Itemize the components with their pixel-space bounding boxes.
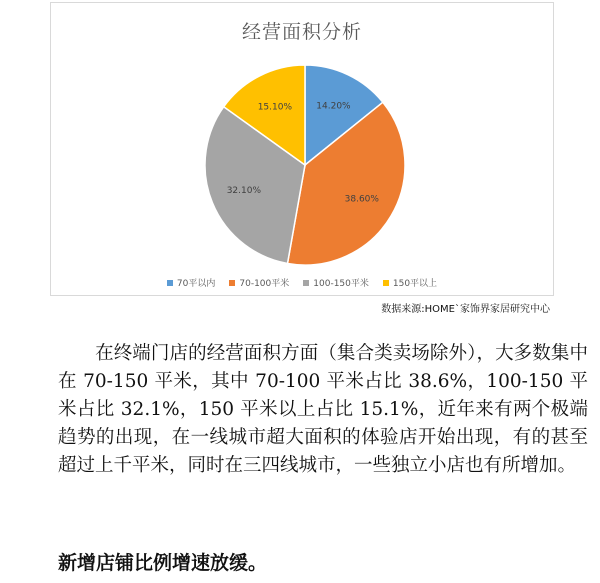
body-paragraph — [58, 340, 588, 480]
legend-swatch — [383, 280, 389, 286]
chart-title: 经营面积分析 — [241, 21, 362, 43]
pie-data-label-70-100: 38.60% — [344, 194, 379, 205]
legend-item-under-70 — [167, 276, 215, 289]
legend-label: 70平以内 — [176, 279, 216, 289]
pie-data-label-100-150: 32.10% — [226, 185, 262, 196]
chart-legend — [51, 276, 553, 289]
pie-data-label-over-150: 15.10% — [257, 102, 293, 113]
legend-label: 150平以上 — [392, 279, 438, 289]
pie-data-label-under-70: 14.20% — [316, 101, 351, 112]
legend-swatch — [303, 280, 309, 286]
legend-swatch — [229, 280, 235, 286]
legend-swatch — [167, 280, 173, 286]
legend-item-over-150 — [383, 276, 437, 289]
paragraph-text: 在终端门店的经营面积方面（集合类卖场除外），大多数集中在 70-150 平米，其中 70-100 平米占比 38.6%，100-150 平米占比 32.1%，150 平米以上占比 15.1%，近年来有两个极端趋势的出现，在一线城市超大面积的体验店开始出现，有的甚至超过上千平米，同时在三四线城市，一些独立小店也有所增加。 — [58, 343, 588, 476]
pie-chart — [51, 3, 555, 297]
legend-item-70-100 — [229, 276, 289, 289]
data-source-note: 数据来源:HOME`家饰界家居研究中心 — [381, 304, 550, 315]
legend-label: 70-100平米 — [239, 279, 290, 289]
section-heading: 新增店铺比例增速放缓。 — [58, 552, 268, 574]
chart-frame — [50, 2, 554, 296]
legend-label: 100-150平米 — [313, 279, 369, 289]
legend-item-100-150 — [303, 276, 369, 289]
